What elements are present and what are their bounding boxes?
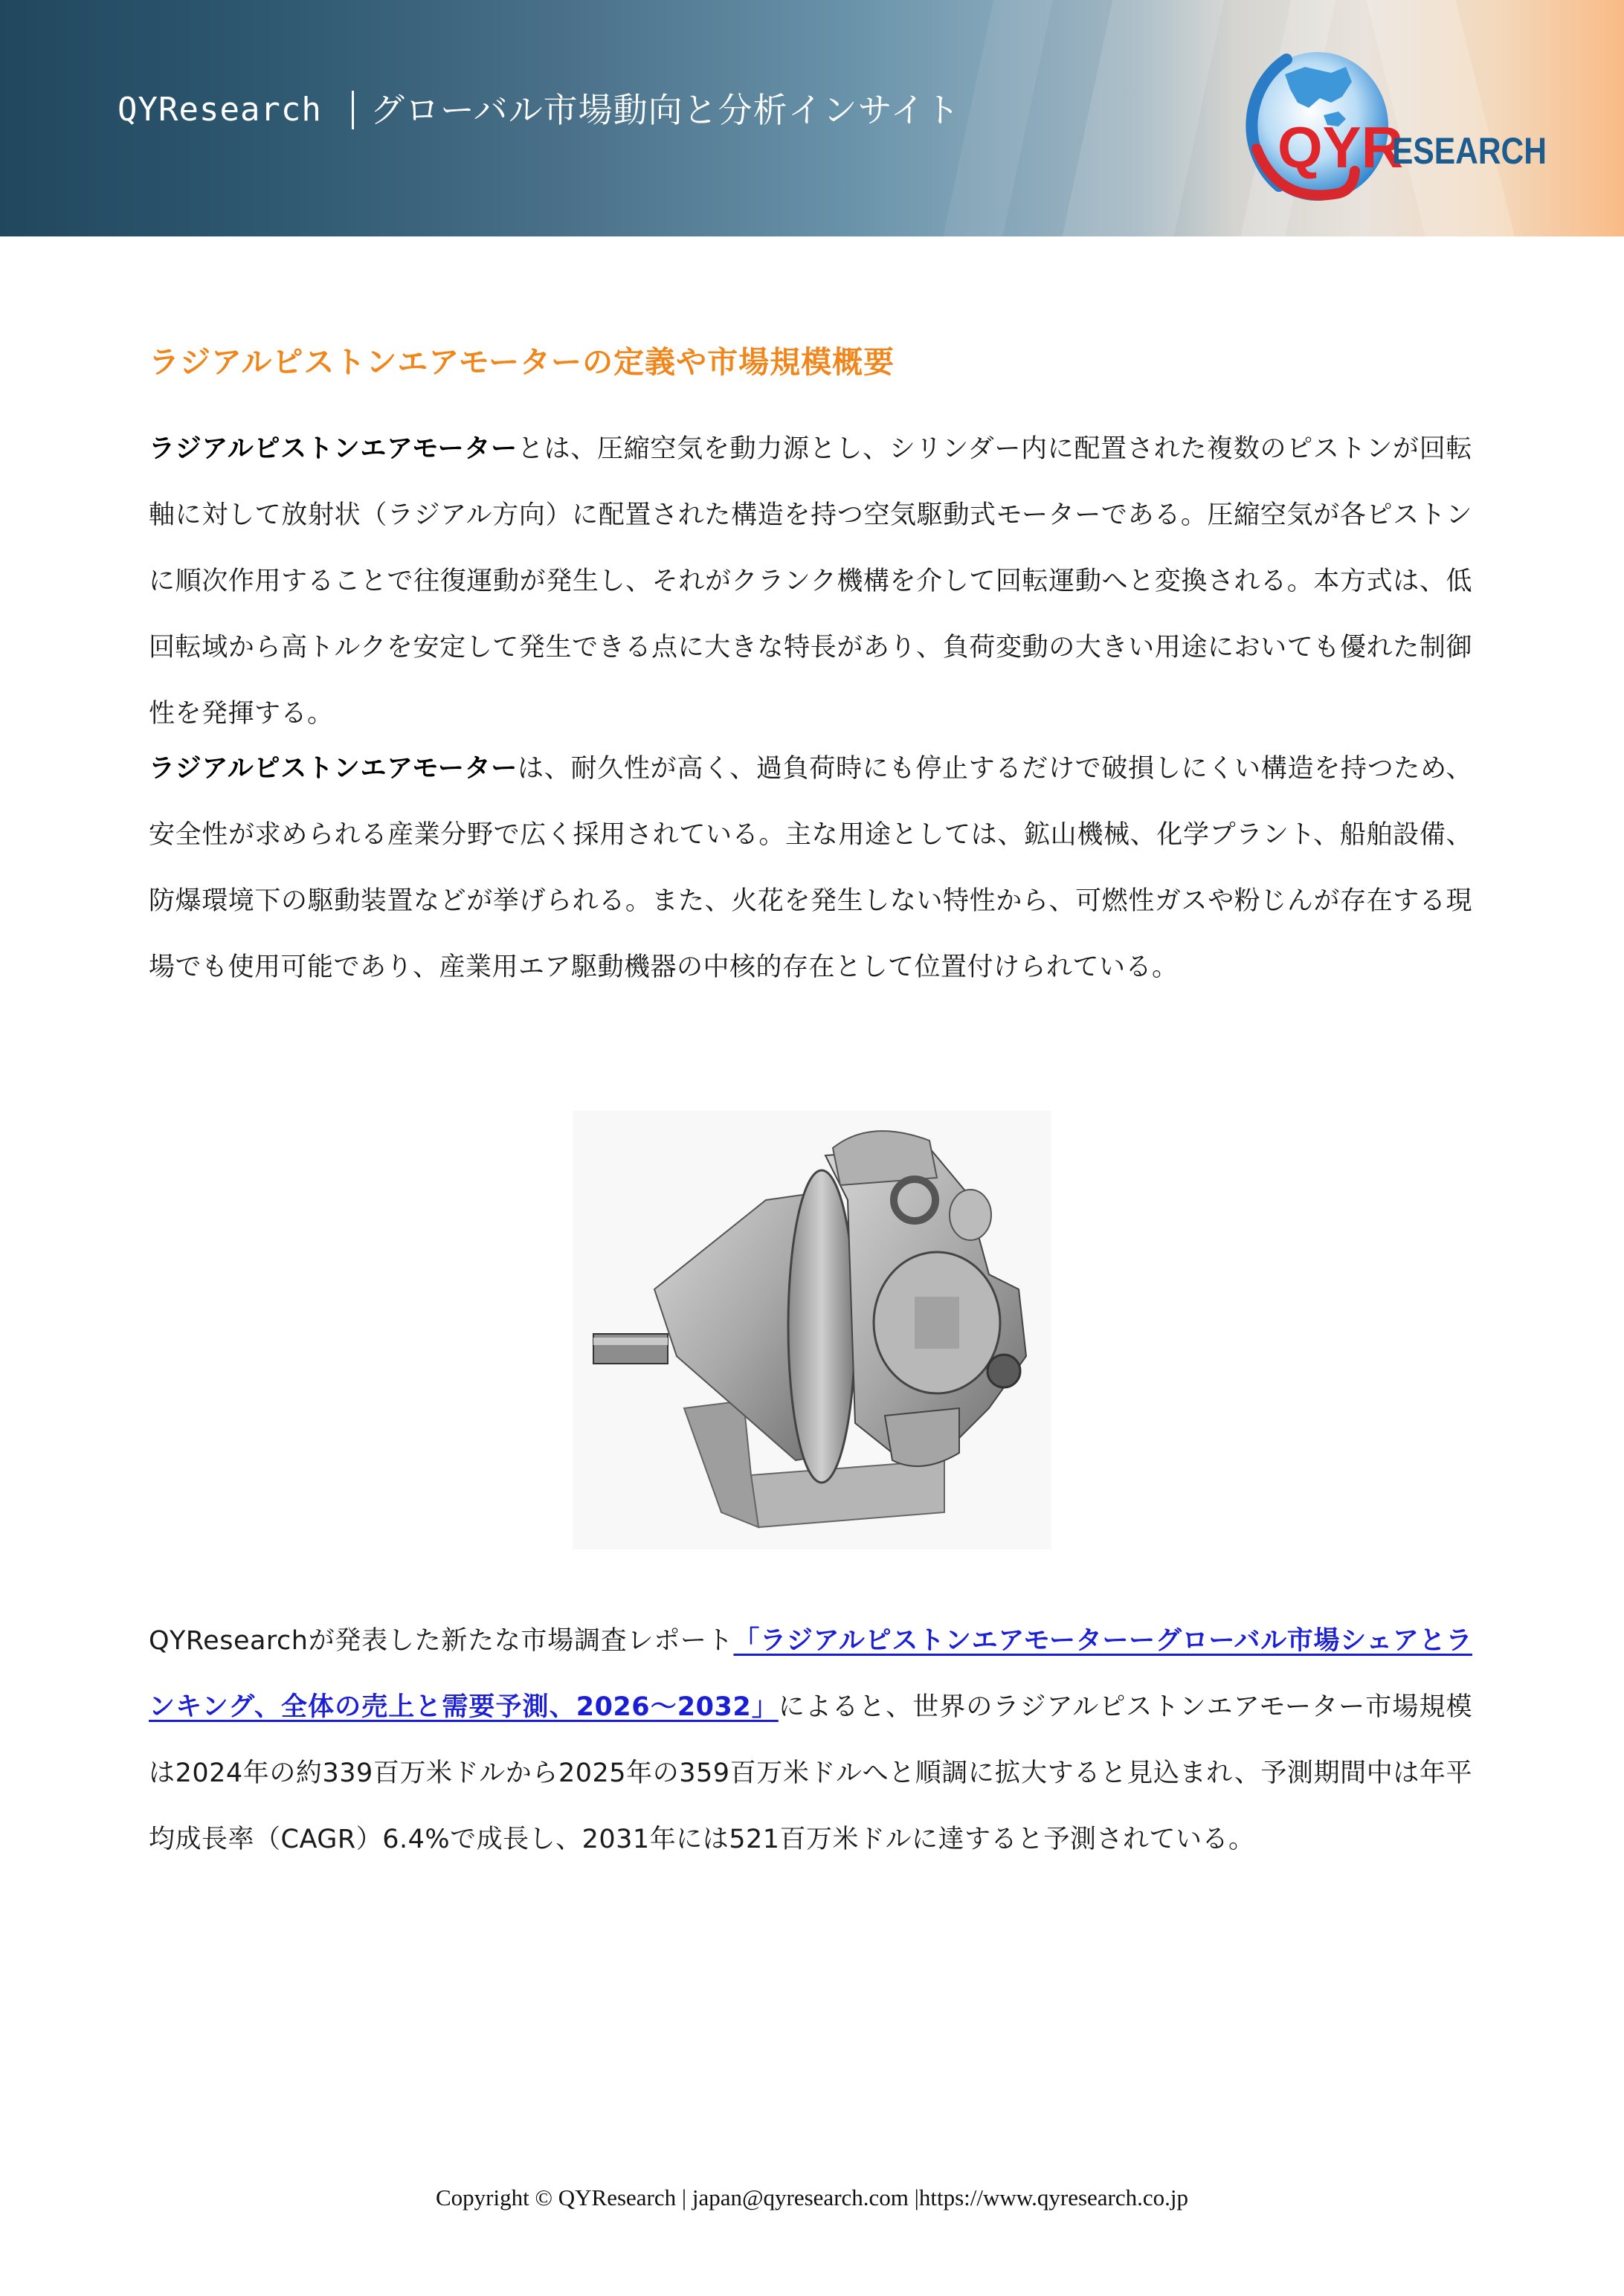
definition-paragraph bbox=[149, 416, 1472, 747]
report-link[interactable]: 「ラジアルピストンエアモーターーグローバル市場シェアとランキング、全体の売上と需要予測、2026～2032」 bbox=[149, 1626, 1472, 1722]
market-size-paragraph bbox=[149, 1608, 1472, 1873]
air-motor-illustration bbox=[573, 1111, 1051, 1550]
footer-copyright: Copyright © QYResearch | japan@qyresearch.com |https://www.qyresearch.co.jp bbox=[435, 2184, 1188, 2210]
paragraph-text: とは、圧縮空気を動力源とし、シリンダー内に配置された複数のピストンが回転軸に対して放射状（ラジアル方向）に配置された構造を持つ空気駆動式モーターである。圧縮空気が各ピストンに順次作用することで往復運動が発生し、それがクランク機構を介して回転運動へと変換される。本方式は、低回転域から高トルクを安定して発生できる点に大きな特長があり、負荷変動の大きい用途においても優れた制御性を発揮する。 bbox=[149, 434, 1472, 729]
paragraph-text: は、耐久性が高く、過負荷時にも停止するだけで破損しにくい構造を持つため、安全性が求められる産業分野で広く採用されている。主な用途としては、鉱山機械、化学プラント、船舶設備、防爆環境下の駆動装置などが挙げられる。また、火花を発生しない特性から、可燃性ガスや粉じんが存在する現場でも使用可能であり、産業用エア駆動機器の中核的存在として位置付けられている。 bbox=[149, 754, 1472, 982]
applications-paragraph bbox=[149, 736, 1472, 1001]
header-separator bbox=[352, 91, 354, 129]
term-bold: ラジアルピストンエアモーター bbox=[149, 434, 518, 464]
header-brand: QYResearch bbox=[117, 91, 322, 129]
svg-text:ESEARCH: ESEARCH bbox=[1392, 130, 1547, 172]
market-text: によると、世界のラジアルピストンエアモーター市場規模は2024年の約339百万米ドルから2025年の359百万米ドルへと順調に拡大すると見込まれ、予測期間中は年平均成長率（CAGR）6.4%で成長し、2031年には521百万米ドルに達すると予測されている。 bbox=[149, 1692, 1472, 1854]
term-bold: ラジアルピストンエアモーター bbox=[149, 754, 518, 784]
header-banner bbox=[0, 0, 1624, 236]
globe-icon bbox=[1234, 45, 1562, 208]
svg-text:QYR: QYR bbox=[1277, 115, 1404, 180]
market-intro: QYResearchが発表した新たな市場調査レポート bbox=[149, 1626, 734, 1656]
qyresearch-logo bbox=[1234, 45, 1562, 208]
section-heading: ラジアルピストンエアモーターの定義や市場規模概要 bbox=[149, 344, 895, 381]
radial-piston-air-motor-image bbox=[573, 1111, 1051, 1550]
header-tagline: グローバル市場動向と分析インサイト bbox=[370, 90, 961, 130]
decorative-streak bbox=[1056, 0, 1228, 236]
header-title bbox=[117, 83, 960, 137]
